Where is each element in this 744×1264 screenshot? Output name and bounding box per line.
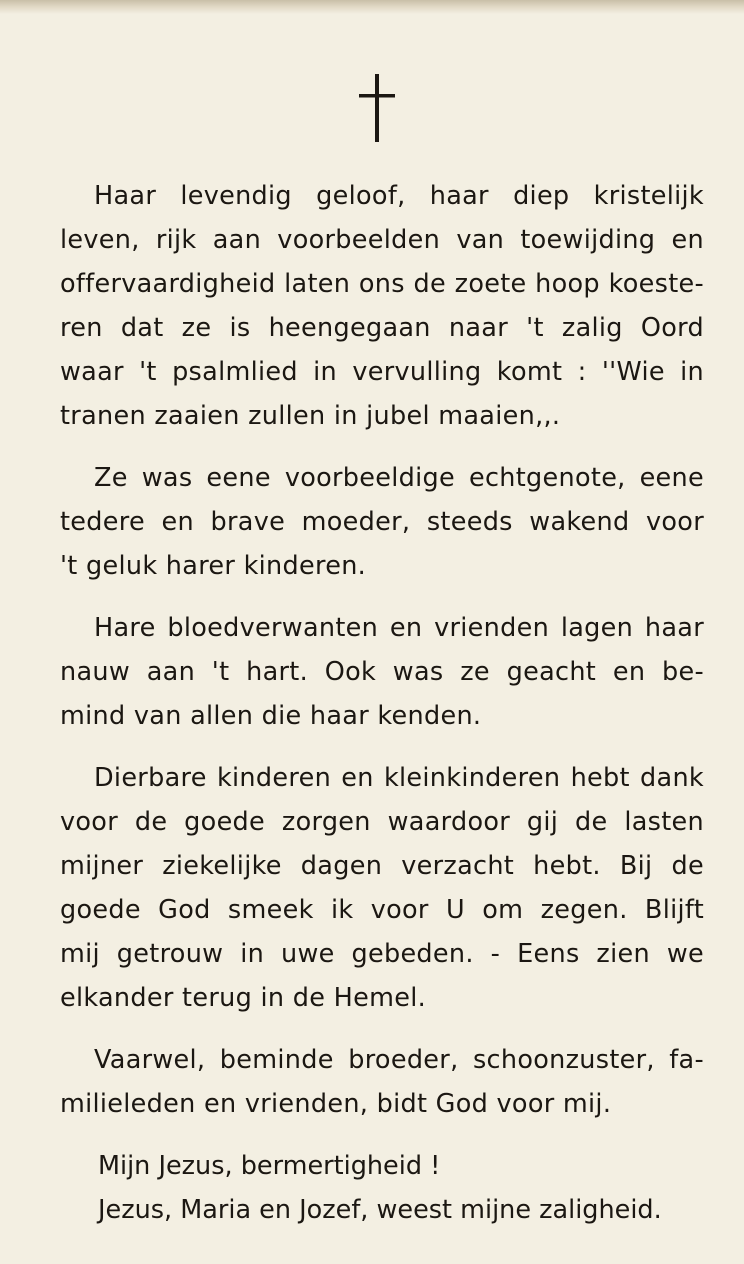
paragraph-line: waar 't psalmlied in vervulling komt : ''Wie in bbox=[60, 357, 704, 387]
paragraph-line: mij getrouw in uwe gebeden. - Eens zien we bbox=[60, 939, 704, 969]
prayer-line: Mijn Jezus, bermertigheid ! bbox=[98, 1151, 441, 1181]
paragraph-spouse bbox=[60, 456, 704, 588]
paragraph-line: tranen zaaien zullen in jubel maaien,,. bbox=[60, 401, 561, 431]
paragraph-line: mijner ziekelijke dagen verzacht hebt. Bij de bbox=[60, 851, 704, 881]
paragraph-line: goede God smeek ik voor U om zegen. Blijft bbox=[60, 895, 704, 925]
paragraph-line: 't geluk harer kinderen. bbox=[60, 551, 367, 581]
paragraph-line: leven, rijk aan voorbeelden van toewijding en bbox=[60, 225, 704, 255]
paragraph-line: tedere en brave moeder, steeds wakend voor bbox=[60, 507, 704, 537]
cross-icon bbox=[357, 72, 397, 144]
paragraph-line: Haar levendig geloof, haar diep kristelijk bbox=[94, 181, 704, 211]
paragraph-line: ren dat ze is heengegaan naar 't zalig Oord bbox=[60, 313, 704, 343]
paragraph-line: milieleden en vrienden, bidt God voor mij. bbox=[60, 1089, 612, 1119]
paragraph-line: offervaardigheid laten ons de zoete hoop koeste- bbox=[60, 269, 704, 299]
paragraph-faith bbox=[60, 174, 704, 438]
paragraph-line: elkander terug in de Hemel. bbox=[60, 983, 426, 1013]
paragraph-line: mind van allen die haar kenden. bbox=[60, 701, 482, 731]
paragraph-relatives bbox=[60, 606, 704, 738]
paragraph-farewell bbox=[60, 1038, 704, 1126]
paragraph-line: voor de goede zorgen waardoor gij de lasten bbox=[60, 807, 704, 837]
paragraph-children bbox=[60, 756, 704, 1020]
paragraph-line: Dierbare kinderen en kleinkinderen hebt dank bbox=[94, 763, 704, 793]
prayer-line: Jezus, Maria en Jozef, weest mijne zaligheid. bbox=[98, 1195, 662, 1225]
paragraph-line: Hare bloedverwanten en vrienden lagen haar bbox=[94, 613, 704, 643]
text-body bbox=[60, 174, 704, 1232]
paper-edge bbox=[0, 0, 744, 14]
paragraph-line: Ze was eene voorbeeldige echtgenote, eene bbox=[94, 463, 704, 493]
paragraph-line: Vaarwel, beminde broeder, schoonzuster, fa- bbox=[94, 1045, 704, 1075]
paragraph-line: nauw aan 't hart. Ook was ze geacht en be- bbox=[60, 657, 704, 687]
